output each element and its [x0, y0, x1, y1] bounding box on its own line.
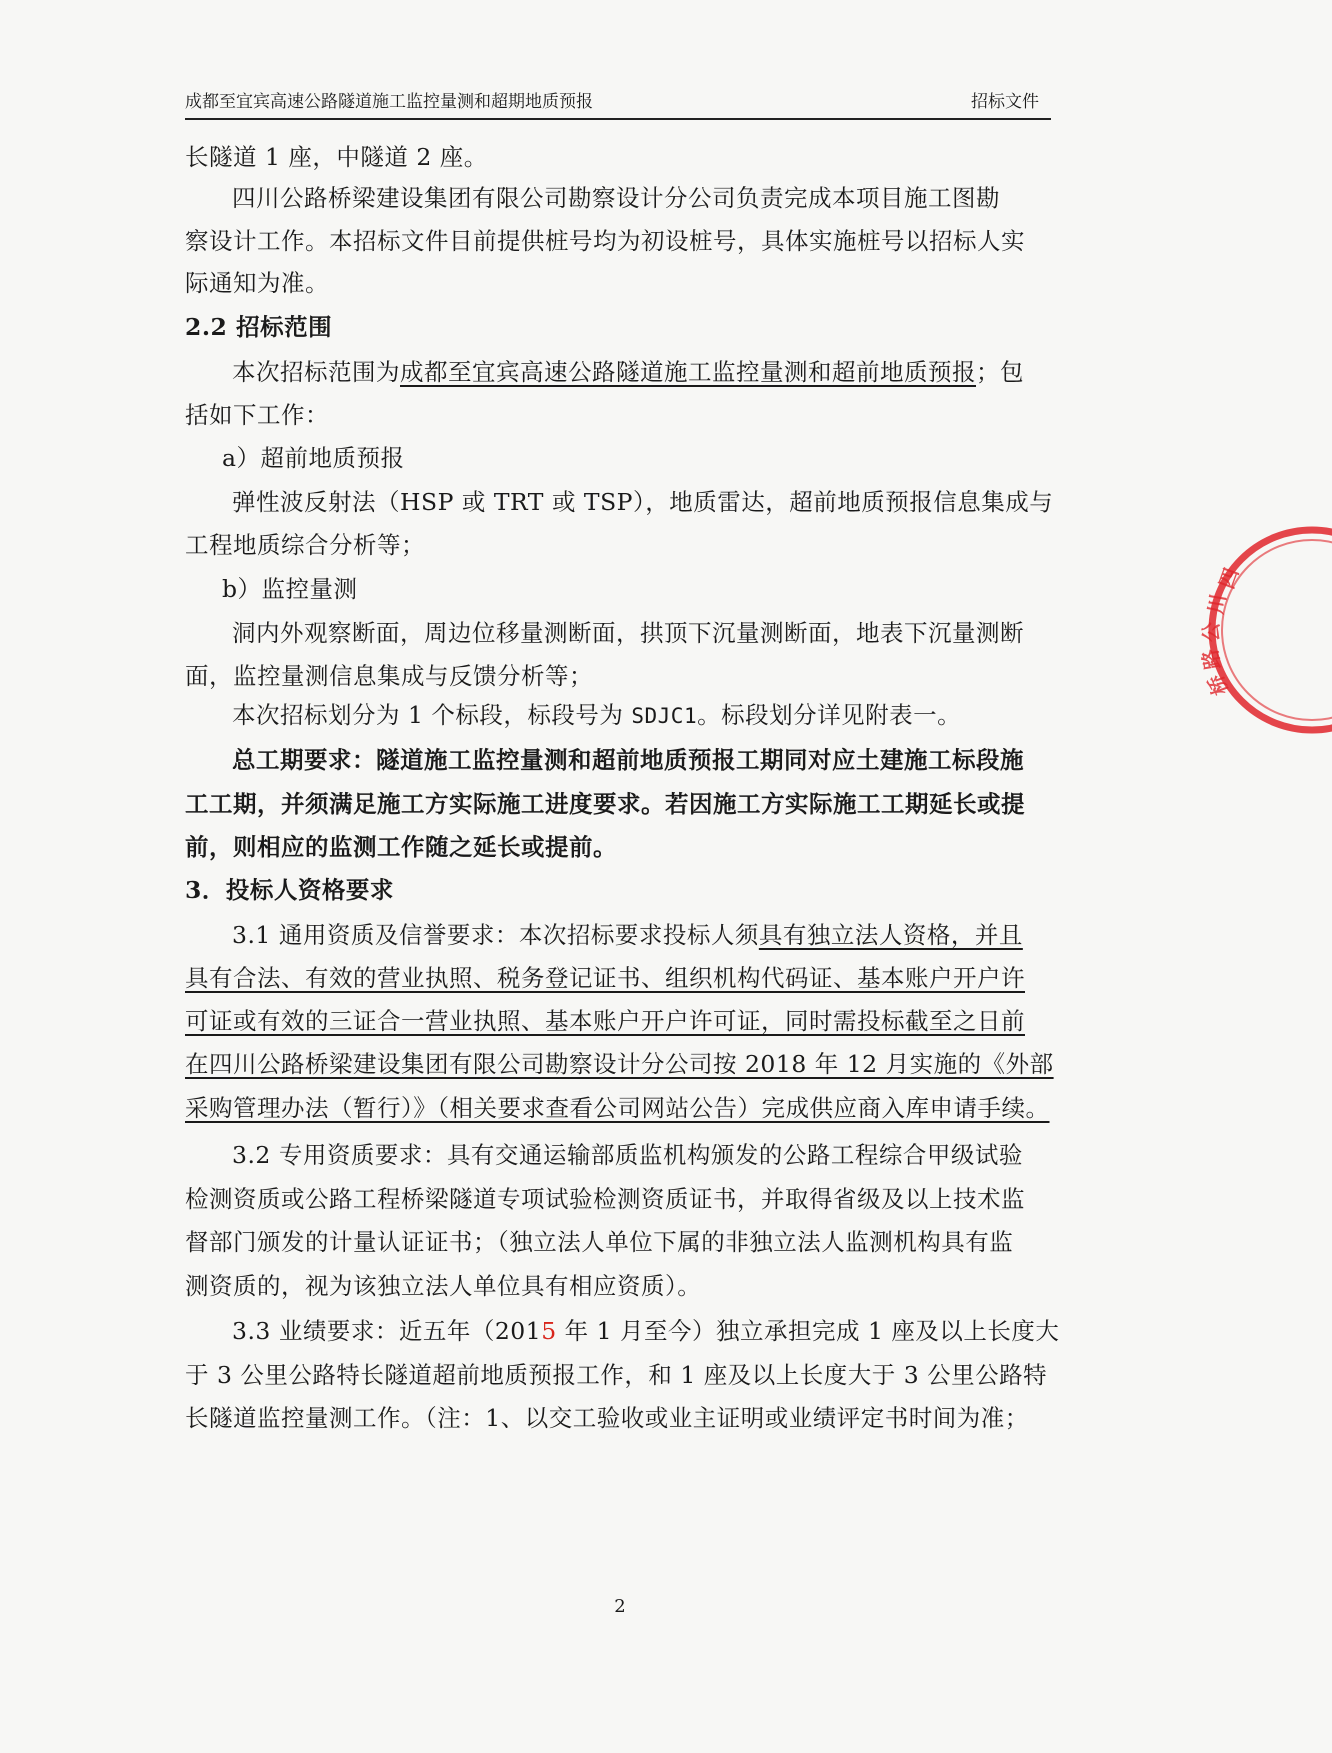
list-item-b: b）监控量测 [222, 575, 358, 603]
paragraph-line: 际通知为准。 [185, 269, 329, 297]
svg-text:桥: 桥 [1203, 671, 1233, 699]
underlined-requirement: 具有独立法人资格，并且 [758, 921, 1023, 949]
text-run: 本次招标划分为 1 个标段，标段号为 [232, 701, 632, 729]
svg-text:四: 四 [1214, 564, 1244, 592]
header-title: 成都至宜宾高速公路隧道施工监控量测和超期地质预报 [185, 92, 593, 112]
underlined-requirement: 采购管理办法（暂行）》（相关要求查看公司网站公告）完成供应商入库申请手续。 [185, 1094, 1050, 1122]
paragraph-line: 工程地质综合分析等； [185, 531, 425, 559]
text-run: 3.3 业绩要求：近五年（201 [232, 1317, 542, 1345]
underlined-requirement: 可证或有效的三证合一营业执照、基本账户开户许可证，同时需投标截至之日前 [185, 1007, 1025, 1035]
section-heading-3: 3．投标人资格要求 [185, 876, 394, 904]
underlined-project-name: 成都至宜宾高速公路隧道施工监控量测和超前地质预报 [400, 358, 976, 386]
paragraph-line [232, 1316, 1060, 1346]
text-run: ；包 [976, 358, 1024, 386]
paragraph-line: 括如下工作： [185, 401, 329, 429]
text-run: 年 1 月至今）独立承担完成 1 座及以上长度大 [556, 1317, 1060, 1345]
paragraph-line: 长隧道监控量测工作。（注：1、以交工验收或业主证明或业绩评定书时间为准； [185, 1404, 1029, 1432]
text-run: 3.1 通用资质及信誉要求：本次招标要求投标人须 [232, 921, 759, 949]
paragraph-line: 察设计工作。本招标文件目前提供桩号均为初设桩号，具体实施桩号以招标人实 [185, 227, 1025, 255]
paragraph-line: 测资质的，视为该独立法人单位具有相应资质）。 [185, 1272, 702, 1300]
paragraph-line: 四川公路桥梁建设集团有限公司勘察设计分公司负责完成本项目施工图勘 [232, 184, 1000, 212]
paragraph-line: 3.2 专用资质要求：具有交通运输部质监机构颁发的公路工程综合甲级试验 [232, 1141, 1023, 1169]
text-run: 本次招标范围为 [232, 358, 400, 386]
underlined-requirement: 具有合法、有效的营业执照、税务登记证书、组织机构代码证、基本账户开户许 [185, 964, 1025, 992]
svg-text:公: 公 [1199, 622, 1223, 642]
text-run: 。标段划分详见附表一。 [697, 701, 962, 729]
schedule-requirement: 前，则相应的监测工作随之延长或提前。 [185, 833, 617, 861]
paragraph-line: 督部门颁发的计量认证证书；（独立法人单位下属的非独立法人监测机构具有监 [185, 1228, 1014, 1256]
paragraph-line [232, 920, 1051, 950]
underlined-requirement: 在四川公路桥梁建设集团有限公司勘察设计分公司按 2018 年 12 月实施的《外部 [185, 1050, 1054, 1078]
paragraph-line: 长隧道 1 座，中隧道 2 座。 [185, 143, 488, 171]
svg-text:路: 路 [1197, 647, 1225, 672]
header-doc-type: 招标文件 [971, 92, 1039, 112]
list-item-a: a）超前地质预报 [222, 444, 405, 472]
company-seal-stamp [1192, 520, 1332, 740]
paragraph-line [232, 700, 1051, 731]
page-header [185, 86, 1051, 120]
section-heading-2-2: 2.2 招标范围 [185, 313, 333, 341]
paragraph-line: 检测资质或公路工程桥梁隧道专项试验检测资质证书，并取得省级及以上技术监 [185, 1185, 1025, 1213]
paragraph-line: 弹性波反射法（HSP 或 TRT 或 TSP），地质雷达，超前地质预报信息集成与 [232, 488, 1054, 516]
schedule-requirement: 工工期，并须满足施工方实际施工进度要求。若因施工方实际施工工期延长或提 [185, 790, 1025, 818]
svg-text:川: 川 [1203, 592, 1231, 616]
red-digit: 5 [541, 1317, 557, 1345]
paragraph-line: 于 3 公里公路特长隧道超前地质预报工作，和 1 座及以上长度大于 3 公里公路特 [185, 1361, 1048, 1389]
paragraph-line: 面，监控量测信息集成与反馈分析等； [185, 662, 593, 690]
schedule-requirement: 总工期要求：隧道施工监控量测和超前地质预报工期同对应土建施工标段施 [232, 746, 1024, 774]
paragraph-line: 洞内外观察断面，周边位移量测断面，拱顶下沉量测断面，地表下沉量测断 [232, 619, 1024, 647]
page-number: 2 [614, 1596, 626, 1617]
lot-number: SDJC1 [631, 704, 698, 728]
paragraph-line [232, 357, 1051, 387]
